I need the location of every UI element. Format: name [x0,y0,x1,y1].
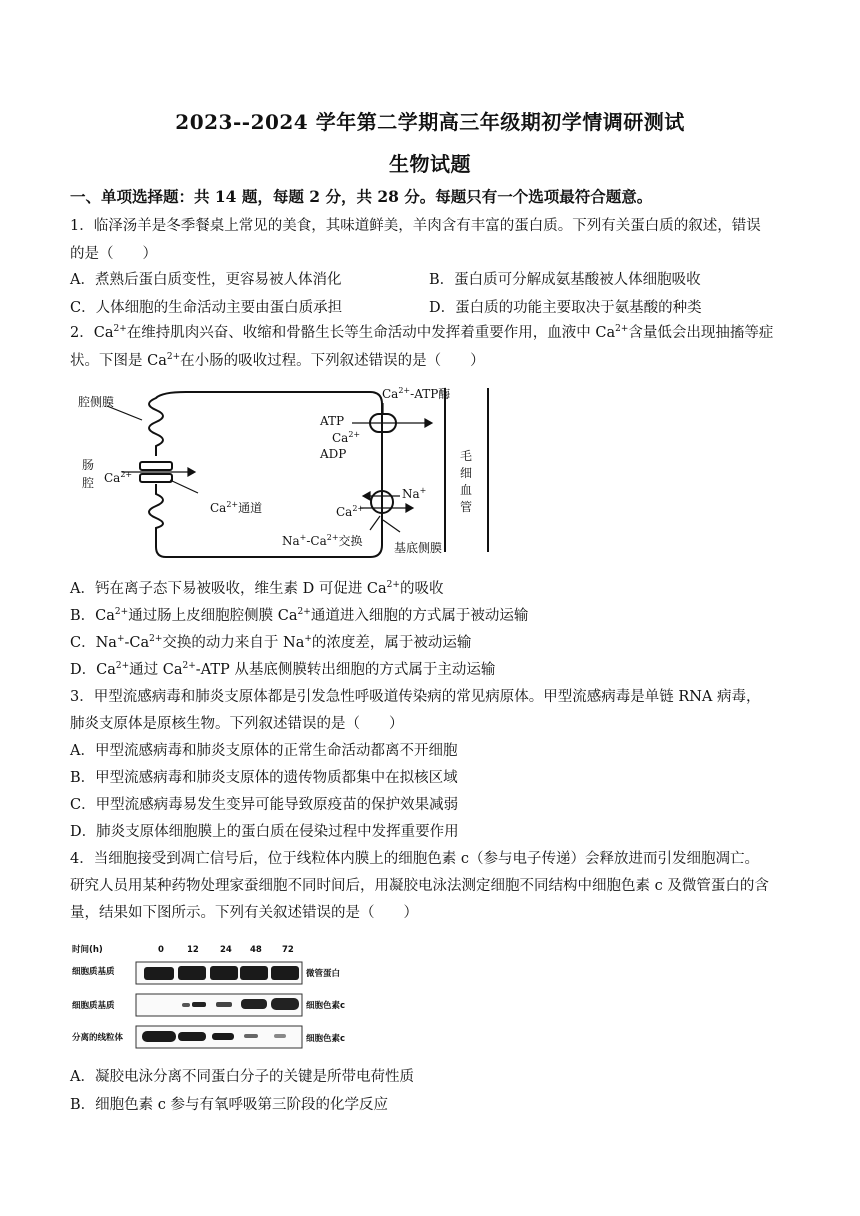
q3-stem-line1: 3．甲型流感病毒和肺炎支原体都是引发急性呼吸道传染病的常见病原体。甲型流感病毒是单链 RNA 病毒， [70,689,761,705]
label-intestine-2: 腔 [82,476,95,490]
q4-option-b: B．细胞色素 c 参与有氧呼吸第三阶段的化学反应 [70,1097,388,1113]
q1-stem-line2: 的是（ ） [70,246,157,262]
svg-text:Ca2+: $Ca^{2+}$ [336,504,365,519]
svg-text:Ca2+: $Ca^{2+}$ [332,430,361,445]
q4-stem-line3: 量，结果如下图所示。下列有关叙述错误的是（ ） [70,905,418,921]
label-basolateral: 基底侧膜 [394,541,443,555]
label-intestine-1: 肠 [82,458,95,472]
exam-title: 2023--2024 学年第二学期高三年级期初学情调研测试 [175,110,685,134]
blot-time-12: 12 [187,945,199,955]
svg-text:Ca2+: $Ca^{2+}$ [104,470,133,485]
q2-option-c: C．$Na^+-Ca^{2+}$交换的动力来自于 Na+的浓度差，属于被动运输 [70,634,472,651]
blot-time-0: 0 [158,945,164,955]
q4-stem-line2: 研究人员用某种药物处理家蚕细胞不同时间后，用凝胶电泳法测定细胞不同结构中细胞色素 c 及微管蛋白的含 [70,878,769,894]
q2-option-a: A．钙在离子态下易被吸收，维生素 D 可促进 $Ca^{2+}$的吸收 [70,580,444,597]
blot-row1-left: 细胞质基质 [72,967,115,977]
svg-text:Ca2+通道: $Ca^{2+}$通道 [210,500,263,515]
q2-option-b: B．$Ca^{2+}$通过肠上皮细胞腔侧膜 $Ca^{2+}$通道进入细胞的方式属于被动运输 [70,607,529,624]
svg-text:Na+: Na+ [402,486,427,501]
blot-time-24: 24 [220,945,232,955]
q3-option-c: C．甲型流感病毒易发生变异可能导致原疫苗的保护效果减弱 [70,797,459,813]
blot-time-48: 48 [250,945,262,955]
calcium-absorption-diagram [70,380,510,558]
blot-row2-left: 细胞质基质 [72,1001,115,1011]
label-lumen-membrane: 腔侧膜 [78,395,115,409]
label-ca-exchanger: Ca [336,505,353,519]
label-ca-mid: Ca [332,431,349,445]
blot-row1-bands [144,966,299,980]
western-blot-figure [70,942,370,1054]
q1-option-b: B．蛋白质可分解成氨基酸被人体细胞吸收 [429,272,701,288]
label-adp: ADP [320,447,347,461]
label-capillary-4: 管 [460,500,473,514]
q1-option-d: D．蛋白质的功能主要取决于氨基酸的种类 [429,300,702,316]
blot-row3-left: 分离的线粒体 [72,1033,124,1043]
blot-row3-right: 细胞色素c [306,1034,346,1044]
label-capillary-1: 毛 [460,449,473,463]
label-capillary-2: 细 [460,466,473,480]
q1-option-a: A．煮熟后蛋白质变性，更容易被人体消化 [70,272,342,288]
q3-option-d: D．肺炎支原体细胞膜上的蛋白质在侵染过程中发挥重要作用 [70,824,459,840]
q1-option-c: C．人体细胞的生命活动主要由蛋白质承担 [70,300,343,316]
blot-row2-right: 细胞色素c [306,1001,346,1011]
q4-stem-line1: 4．当细胞接受到凋亡信号后，位于线粒体内膜上的细胞色素 c（参与电子传递）会释放进而引发细胞凋亡。 [70,851,759,867]
label-atp: ATP [320,414,345,428]
q1-stem-line1: 1．临泽汤羊是冬季餐桌上常见的美食，其味道鲜美，羊肉含有丰富的蛋白质。下列有关蛋白质的叙述，错误 [70,218,761,234]
label-exchange: Na [282,534,300,548]
label-ca-left: Ca [104,471,121,485]
q2-option-d: D．$Ca^{2+}$通过 $Ca^{2+}$-ATP 从基底侧膜转出细胞的方式属于主动运输 [70,661,496,678]
blot-row1-right: 微管蛋白 [306,969,341,979]
section-heading: 一、单项选择题：共 14 题，每题 2 分，共 28 分。每题只有一个选项最符合题意。 [70,187,653,206]
label-capillary-3: 血 [460,483,473,497]
label-atpase: Ca [382,387,399,401]
blot-time-72: 72 [282,945,294,955]
q4-option-a: A．凝胶电泳分离不同蛋白分子的关键是所带电荷性质 [70,1069,414,1085]
svg-text:Ca2+-ATP酶: $Ca^{2+}$-ATP酶 [382,386,451,401]
q3-option-a: A．甲型流感病毒和肺炎支原体的正常生命活动都离不开细胞 [70,743,458,759]
label-na: Na [402,487,420,501]
exam-subtitle: 生物试题 [389,152,471,176]
q3-option-b: B．甲型流感病毒和肺炎支原体的遗传物质都集中在拟核区域 [70,770,458,786]
svg-text:Na+-Ca2+交换: $Na^+-Ca^{2+}$交换 [282,533,363,548]
label-ca-channel: Ca [210,501,227,515]
q3-stem-line2: 肺炎支原体是原核生物。下列叙述错误的是（ ） [70,716,404,732]
q2-stem-line1: 2．$Ca^{2+}$在维持肌肉兴奋、收缩和骨骼生长等生命活动中发挥着重要作用，血液中 $Ca^{2+}$含量低会出现抽搐等症 [70,324,774,341]
blot-time-label: 时间(h) [72,945,103,955]
q2-stem-line2: 状。下图是 $Ca^{2+}$在小肠的吸收过程。下列叙述错误的是（ ） [70,352,485,369]
